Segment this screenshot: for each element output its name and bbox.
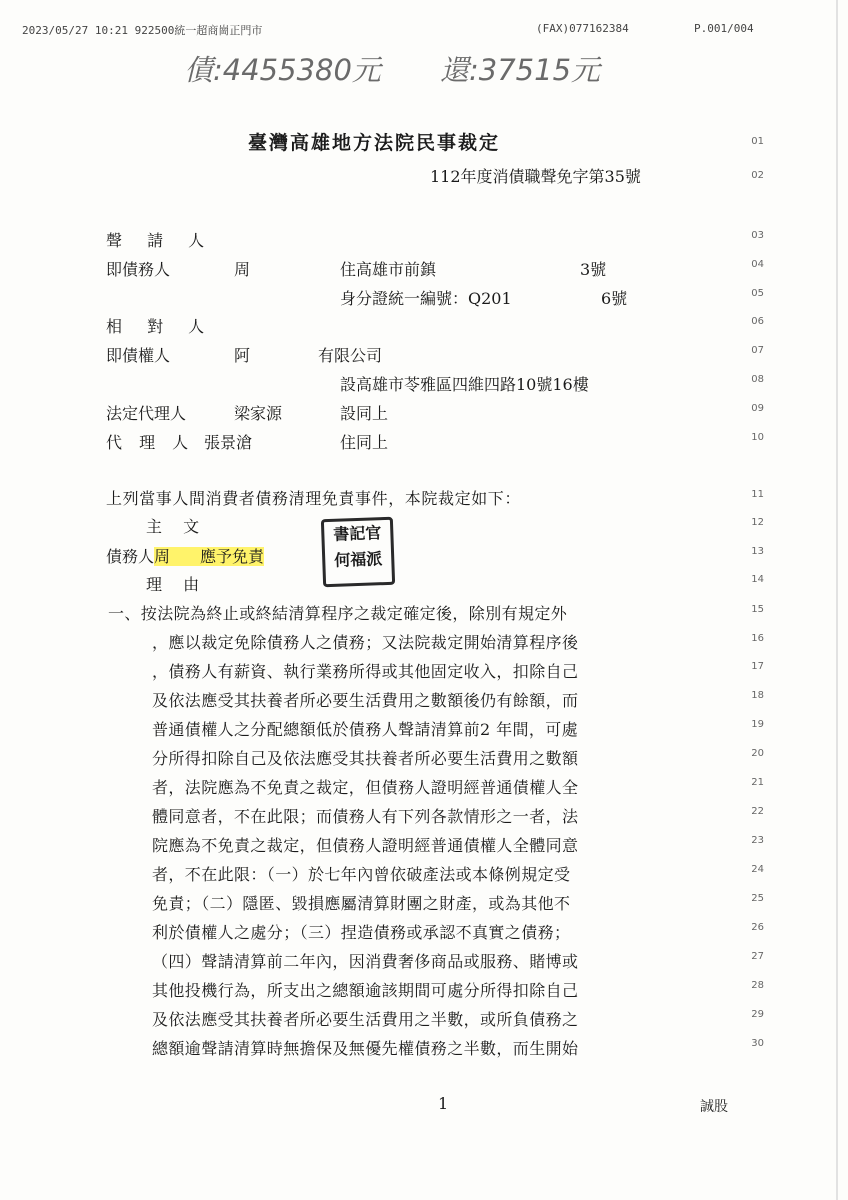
line-number: 10	[751, 432, 764, 443]
page-edge-shadow	[836, 0, 838, 1200]
case-number: 112年度消債職聲免字第35號	[430, 167, 641, 186]
stamp-line-1: 書記官	[333, 523, 382, 544]
line-number: 07	[751, 345, 764, 356]
body-text-line: 院應為不免責之裁定，但債務人證明經普通債權人全體同意	[152, 836, 579, 855]
creditor-name-part1: 阿	[234, 346, 251, 365]
line-number: 06	[751, 316, 764, 327]
respondent-label: 相 對 人	[106, 317, 215, 336]
agent-address: 住同上	[340, 433, 389, 452]
debtor-id-suffix: 6號	[601, 289, 628, 308]
line-number: 01	[751, 136, 764, 147]
line-number: 11	[751, 489, 764, 500]
body-text-line: 者，法院應為不免責之裁定，但債務人證明經普通債權人全	[152, 778, 579, 797]
line-number: 24	[751, 864, 764, 875]
fax-header-left: 2023/05/27 10:21 922500統一超商崗正門市	[22, 24, 263, 37]
division-mark: 誠股	[700, 1099, 728, 1115]
line-number: 27	[751, 951, 764, 962]
intro-sentence: 上列當事人間消費者債務清理免責事件，本院裁定如下：	[106, 489, 522, 508]
creditor-label: 即債權人	[106, 346, 171, 365]
line-number: 21	[751, 777, 764, 788]
line-number: 18	[751, 690, 764, 701]
line-number: 19	[751, 719, 764, 730]
body-text-line: 及依法應受其扶養者所必要生活費用之數額後仍有餘額，而	[152, 691, 579, 710]
line-number: 13	[751, 546, 764, 557]
line-number: 12	[751, 517, 764, 528]
line-number: 05	[751, 288, 764, 299]
ruling-discharge-text: 應予免責	[200, 547, 265, 566]
line-number: 28	[751, 980, 764, 991]
line-number: 22	[751, 806, 764, 817]
ruling-prefix: 債務人	[106, 547, 155, 566]
line-number: 30	[751, 1038, 764, 1049]
line-number: 15	[751, 604, 764, 615]
line-number: 02	[751, 170, 764, 181]
debtor-id-number: 身分證統一編號：Q201	[340, 289, 512, 308]
body-text-line: 總額逾聲請清算時無擔保及無優先權債務之半數，而生開始	[152, 1039, 579, 1058]
debtor-label: 即債務人	[106, 260, 171, 279]
line-number: 25	[751, 893, 764, 904]
body-text-line: 分所得扣除自己及依法應受其扶養者所必要生活費用之數額	[152, 749, 579, 768]
line-number: 08	[751, 374, 764, 385]
clerk-seal-stamp	[321, 517, 395, 587]
body-text-line: ，債務人有薪資、執行業務所得或其他固定收入，扣除自己	[152, 662, 579, 681]
body-text-line: 其他投機行為，所支出之總額逾該期間可處分所得扣除自己	[152, 981, 579, 1000]
body-text-line: 者，不在此限：（一）於七年內曾依破產法或本條例規定受	[152, 865, 571, 884]
body-text-line: ，應以裁定免除債務人之債務；又法院裁定開始清算程序後	[152, 633, 579, 652]
legal-rep-label: 法定代理人	[106, 404, 187, 423]
legal-rep-name: 梁家源	[234, 404, 283, 423]
line-number: 20	[751, 748, 764, 759]
reason-heading: 理 由	[146, 575, 208, 594]
fax-header-number: (FAX)077162384	[536, 22, 629, 35]
line-number: 09	[751, 403, 764, 414]
line-number: 26	[751, 922, 764, 933]
body-text-line: 及依法應受其扶養者所必要生活費用之半數，或所負債務之	[152, 1010, 579, 1029]
line-number: 03	[751, 230, 764, 241]
line-number: 17	[751, 661, 764, 672]
line-number: 16	[751, 633, 764, 644]
document-title: 臺灣高雄地方法院民事裁定	[248, 132, 501, 154]
ruling-line	[106, 544, 264, 567]
stamp-line-2: 何福派	[333, 549, 383, 570]
line-number: 14	[751, 574, 764, 585]
line-number: 29	[751, 1009, 764, 1020]
line-number: 23	[751, 835, 764, 846]
ruling-debtor-name: 周	[154, 547, 200, 566]
body-text-line: 普通債權人之分配總額低於債務人聲請清算前2 年間，可處	[152, 720, 579, 739]
main-text-heading: 主 文	[146, 517, 208, 536]
debtor-address-number: 3號	[580, 260, 607, 279]
creditor-name-part2: 有限公司	[318, 346, 383, 365]
body-text-line: （四）聲請清算前二年內，因消費奢侈商品或服務、賭博或	[152, 952, 579, 971]
handwritten-debt-note: 債:4455380元	[184, 53, 381, 87]
applicant-label: 聲 請 人	[106, 231, 215, 250]
body-text-line: 免責；（二）隱匿、毀損應屬清算財團之財產，或為其他不	[152, 894, 571, 913]
page-number: 1	[438, 1094, 449, 1113]
creditor-address: 設高雄市苓雅區四維四路10號16樓	[340, 375, 589, 394]
body-text-line: 體同意者，不在此限；而債務人有下列各款情形之一者，法	[152, 807, 579, 826]
body-text-line: 一、按法院為終止或終結清算程序之裁定確定後，除別有規定外	[108, 604, 568, 623]
agent-name: 張景滄	[204, 433, 253, 452]
debtor-name: 周	[234, 260, 251, 279]
debtor-address: 住高雄市前鎮	[340, 260, 437, 279]
agent-label: 代 理 人	[106, 433, 195, 452]
fax-header-page: P.001/004	[694, 22, 754, 35]
body-text-line: 利於債權人之處分；（三）捏造債務或承認不真實之債務；	[152, 923, 571, 942]
legal-rep-address: 設同上	[340, 404, 389, 423]
handwritten-repay-note: 還:37515元	[440, 53, 601, 87]
line-number: 04	[751, 259, 764, 270]
